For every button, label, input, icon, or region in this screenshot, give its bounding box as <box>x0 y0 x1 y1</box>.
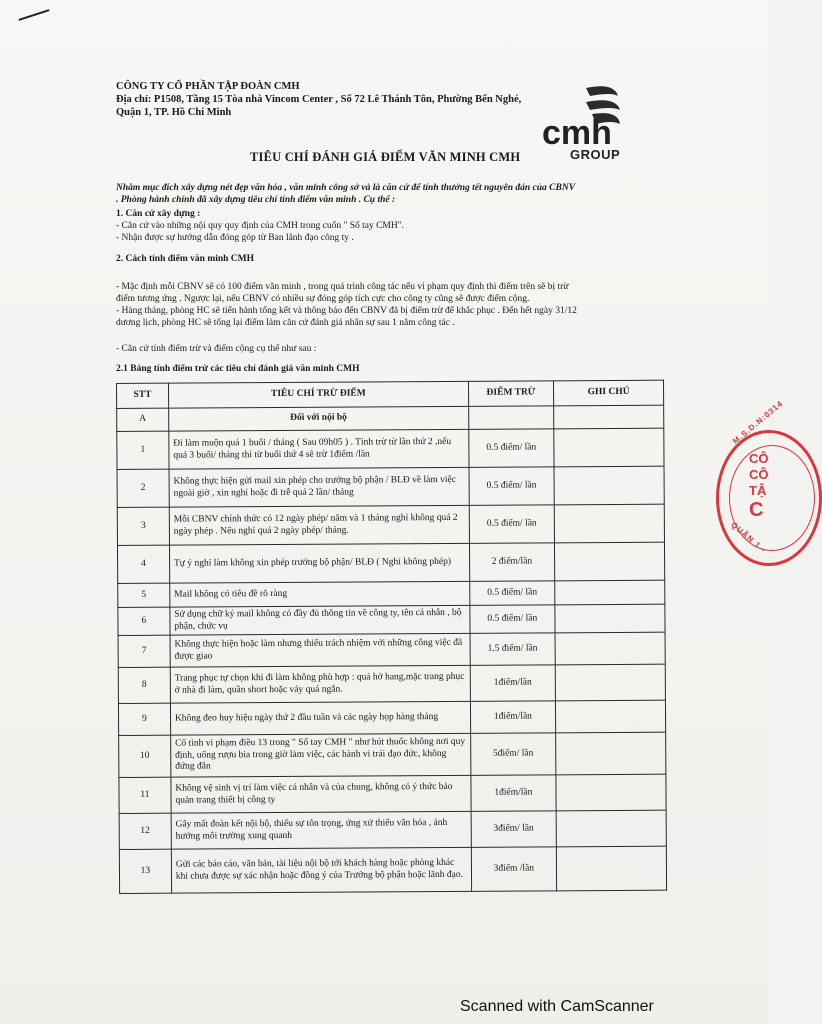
row-criteria-cell: Sử dụng chữ ký mail không có đầy đủ thông tin về công ty, tên cá nhân , bộ phận, chức vụ <box>170 605 470 635</box>
table-header-row <box>117 380 664 408</box>
company-header <box>116 80 586 119</box>
table-row <box>119 810 666 849</box>
row-points-cell: 0.5 điểm/ lần <box>469 505 555 544</box>
row-note-cell <box>554 428 664 467</box>
row-note-cell <box>556 774 666 811</box>
row-points-cell: 0.5 điểm/ lần <box>468 429 554 468</box>
row-stt-cell: 4 <box>117 545 169 583</box>
table-row <box>117 466 664 507</box>
section-2-rules <box>116 281 666 329</box>
table-row <box>117 428 664 469</box>
stamp-ring-top: M.S.D.N:0314 <box>731 398 785 446</box>
section-1 <box>116 208 666 244</box>
row-note-cell <box>556 846 666 891</box>
intro-line-2: . Phòng hành chính đã xây dựng tiêu chí tính điểm văn minh . Cụ thể : <box>116 195 396 205</box>
section-1-heading: 1. Căn cứ xây dựng : <box>116 209 201 219</box>
row-criteria-cell: Trang phục tự chọn khi đi làm không phù hợp : quá hở hang,mặc trang phục ở nhà đi làm, quần short hoặc váy quá ngắn. <box>170 665 470 703</box>
company-address-line2: Quận 1, TP. Hồ Chí Minh <box>116 107 232 118</box>
row-note-cell <box>554 466 664 505</box>
row-stt-cell: 3 <box>117 507 169 545</box>
row-stt-cell: 6 <box>118 607 170 635</box>
table-row <box>119 732 666 777</box>
pen-mark <box>18 9 49 21</box>
intro-line-1: Nhằm mục đích xây dựng nét đẹp văn hóa , văn minh công sở và là căn cứ để tính thưởng tết nguyên đán của CBNV <box>116 183 576 193</box>
rule-line: điểm tương ứng . Ngược lại, nếu CBNV có nhiều sự đóng góp tích cực cho công ty cũng sẽ được điểm cộng. <box>116 294 530 304</box>
row-stt-cell: 12 <box>119 813 171 849</box>
row-points-cell: 1điểm/lần <box>471 775 557 812</box>
company-address-line1: Địa chỉ: P1508, Tầng 15 Tòa nhà Vincom Center , Số 72 Lê Thánh Tôn, Phường Bến Nghé, <box>116 94 522 105</box>
table-row <box>119 846 666 893</box>
group-points-cell <box>468 406 554 430</box>
row-note-cell <box>556 810 666 847</box>
group-label-cell: Đối với nội bộ <box>169 406 469 431</box>
row-points-cell: 5điểm/ lần <box>470 733 556 776</box>
stamp-ring-bottom: QUẬN 1 - <box>729 520 768 555</box>
stamp-text: CÔ <box>749 451 769 466</box>
row-points-cell: 0.5 điểm/ lần <box>470 605 556 634</box>
row-note-cell <box>556 700 666 733</box>
company-seal-stamp <box>716 398 822 566</box>
rule-line: - Mặc định mỗi CBNV sẽ có 100 điểm văn minh , trong quá trình công tác nếu vi phạm quy định thì điểm trên sẽ bị trừ <box>116 282 569 292</box>
cmh-group-logo <box>540 84 660 164</box>
row-points-cell: 3điểm/ lần <box>471 811 557 848</box>
table-row <box>118 700 665 735</box>
logo-group: GROUP <box>570 147 621 162</box>
table-row <box>117 542 664 583</box>
section-1-item: - Nhận được sự hướng dẫn đóng góp từ Ban lãnh đạo công ty . <box>116 233 354 243</box>
section-2-heading: 2. Cách tính điểm văn minh CMH <box>116 254 255 264</box>
row-criteria-cell: Cố tình vi phạm điều 13 trong " Sổ tay CMH " như hút thuốc không nơi quy định, uống rượu bia trong giờ làm việc, các hành vi trái đạo đức, không đứng đắn <box>171 733 471 777</box>
row-criteria-cell: Gây mất đoàn kết nội bộ, thiếu sự tôn trọng, ứng xử thiếu văn hóa , ảnh hưởng môi trường xung quanh <box>171 811 471 849</box>
row-points-cell: 2 điểm/lần <box>469 543 555 582</box>
section-2-note: - Căn cứ tính điểm trừ và điểm cộng cụ thể như sau : <box>116 344 317 354</box>
table-row <box>118 604 665 635</box>
stamp-text: TẬ <box>749 483 767 498</box>
table-row <box>118 580 665 607</box>
row-points-cell: 1.5 điểm/ lần <box>470 633 556 666</box>
table-row <box>118 632 665 667</box>
row-points-cell: 0.5 điểm/ lần <box>469 581 555 606</box>
deduction-criteria-table <box>116 380 667 894</box>
row-criteria-cell: Gửi các báo cáo, văn bản, tài liệu nội bộ tới khách hàng hoặc phòng khác khi chưa được sự xác nhận hoặc đồng ý của Trưởng bộ phận hoặc lãnh đạo. <box>171 847 471 893</box>
row-note-cell <box>555 632 665 665</box>
row-stt-cell: 10 <box>119 735 171 777</box>
row-criteria-cell: Mail không có tiêu đề rõ ràng <box>170 581 470 607</box>
table-body <box>117 405 667 893</box>
row-criteria-cell: Không thực hiện hoặc làm nhưng thiếu trách nhiệm với những công việc đã được giao <box>170 633 470 667</box>
header-notes: GHI CHÚ <box>554 380 664 406</box>
row-stt-cell: 13 <box>119 849 171 893</box>
table-group-row <box>117 405 664 431</box>
header-stt: STT <box>117 383 169 408</box>
row-note-cell <box>555 664 665 701</box>
row-points-cell: 1điểm/lần <box>470 701 556 734</box>
table-row <box>117 504 664 545</box>
row-stt-cell: 9 <box>118 703 170 735</box>
rule-line: - Hàng tháng, phòng HC sẽ tiến hành tổng kết và thông báo đến CBNV đã bị điểm trừ để khắc phục . Đến hết ngày 31/12 <box>116 306 577 316</box>
table-row <box>119 774 666 813</box>
rule-line: dương lịch, phòng HC sẽ tổng lại điểm làm căn cứ đánh giá nhân sự sau 1 năm công tác . <box>116 318 455 328</box>
section-1-item: - Căn cứ vào những nội quy quy định của CMH trong cuốn " Sổ tay CMH". <box>116 221 404 231</box>
header-criteria: TIÊU CHÍ TRỪ ĐIỂM <box>168 381 468 408</box>
row-stt-cell: 2 <box>117 469 169 507</box>
table-title: 2.1 Bảng tính điểm trừ các tiêu chí đánh giá văn minh CMH <box>116 364 360 374</box>
row-note-cell <box>555 580 665 605</box>
stamp-text: C <box>749 499 764 521</box>
row-points-cell: 0.5 điểm/ lần <box>469 467 555 506</box>
row-stt-cell: 11 <box>119 777 171 813</box>
table-row <box>118 664 665 703</box>
row-criteria-cell: Không vệ sinh vị trí làm việc cá nhân và của chung, không có ý thức bảo quản trang thiết bị công ty <box>171 775 471 813</box>
stamp-text: CÔ <box>749 467 769 482</box>
row-criteria-cell: Tự ý nghỉ làm không xin phép trưởng bộ phận/ BLĐ ( Nghỉ không phép) <box>169 543 469 583</box>
row-criteria-cell: Không thực hiện gửi mail xin phép cho trưởng bộ phận / BLĐ về làm việc ngoài giờ , xin nghỉ hoặc đi trễ quá 2 lần/ tháng <box>169 467 469 507</box>
row-criteria-cell: Mỗi CBNV chính thức có 12 ngày phép/ năm và 1 tháng nghỉ không quá 2 ngày phép . Nếu nghỉ quá 2 ngày phép/ tháng. <box>169 505 469 545</box>
row-criteria-cell: Không đeo huy hiệu ngày thứ 2 đầu tuần và các ngày họp hàng tháng <box>170 701 470 735</box>
row-stt-cell: 8 <box>118 667 170 703</box>
row-note-cell <box>555 604 665 633</box>
company-name: CÔNG TY CỔ PHẦN TẬP ĐOÀN CMH <box>116 81 300 92</box>
row-points-cell: 1điểm/lần <box>470 665 556 702</box>
row-note-cell <box>555 542 665 581</box>
camscanner-watermark: Scanned with CamScanner <box>460 998 654 1015</box>
header-points: ĐIỂM TRỪ <box>468 381 554 407</box>
row-points-cell: 3điểm /lần <box>471 847 557 892</box>
group-note-cell <box>554 405 664 429</box>
row-criteria-cell: Đi làm muộn quá 1 buổi / tháng ( Sau 09h05 ) . Tính trừ từ lần thứ 2 ,nếu quá 3 buổi/ tháng thì từ buổi thứ 4 sẽ trừ 1điểm /lần <box>169 429 469 469</box>
logo-wordmark: cmh <box>542 114 612 152</box>
intro-paragraph <box>116 182 666 206</box>
row-stt-cell: 7 <box>118 635 170 667</box>
row-note-cell <box>554 504 664 543</box>
row-note-cell <box>556 732 666 775</box>
document-title: TIÊU CHÍ ĐÁNH GIÁ ĐIỂM VĂN MINH CMH <box>250 150 521 164</box>
row-stt-cell: 5 <box>118 583 170 607</box>
group-code-cell: A <box>117 408 169 431</box>
row-stt-cell: 1 <box>117 431 169 469</box>
